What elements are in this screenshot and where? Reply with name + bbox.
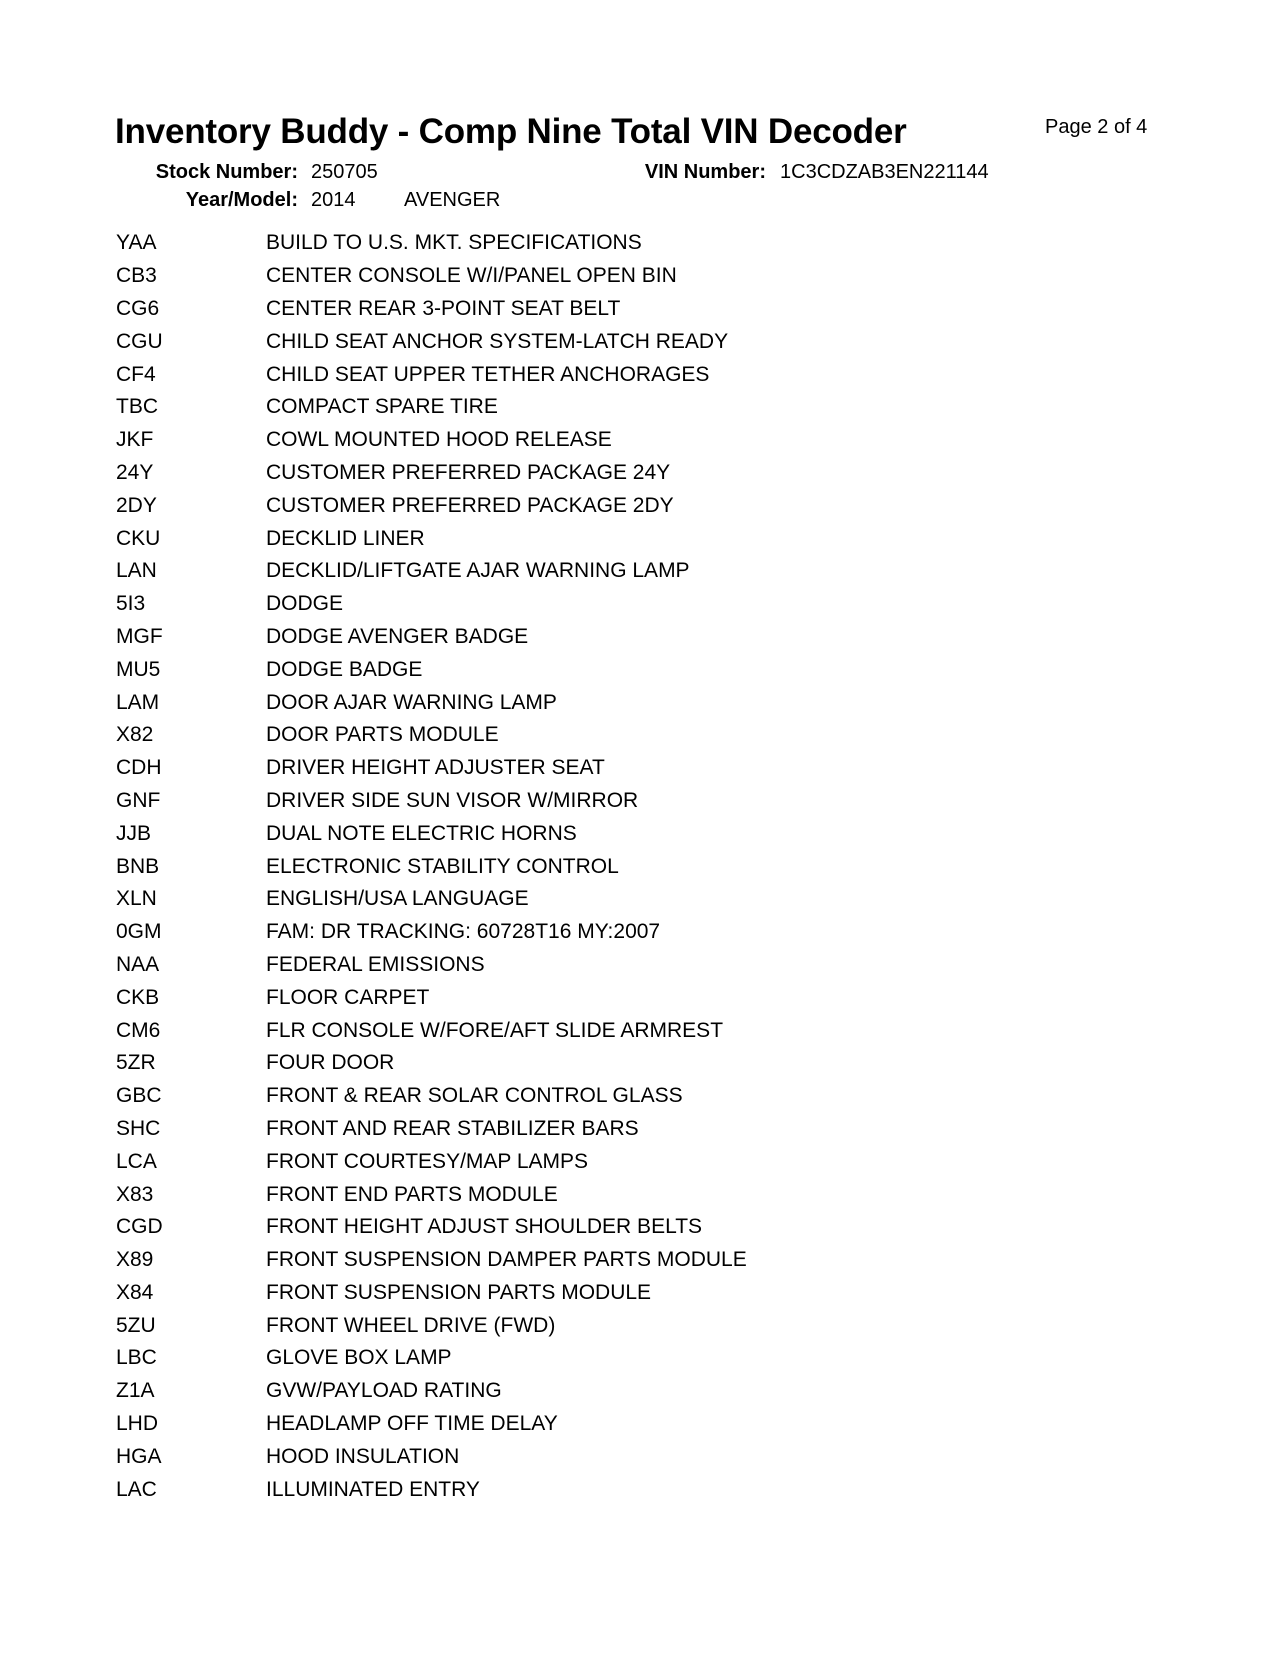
option-row [116,457,747,490]
option-row [116,883,747,916]
option-description: HEADLAMP OFF TIME DELAY [266,1412,558,1436]
option-row [116,588,747,621]
option-code: LAM [116,690,160,714]
option-row [116,817,747,850]
option-description: DRIVER SIDE SUN VISOR W/MIRROR [266,788,639,812]
option-code: CG6 [116,296,160,320]
page-indicator: Page 2 of 4 [1045,116,1148,138]
option-description: FRONT SUSPENSION PARTS MODULE [266,1280,652,1304]
option-row [116,1047,747,1080]
option-description: CENTER REAR 3-POINT SEAT BELT [266,296,621,320]
option-description: DUAL NOTE ELECTRIC HORNS [266,821,577,845]
option-code: HGA [116,1444,162,1468]
stock-number-value: 250705 [311,161,378,183]
option-code: LBC [116,1346,157,1370]
option-row [116,1277,747,1310]
option-description: FRONT AND REAR STABILIZER BARS [266,1116,639,1140]
option-description: HOOD INSULATION [266,1444,460,1468]
option-code: X89 [116,1248,154,1272]
year-model-label: Year/Model: [185,189,298,211]
option-description: DODGE AVENGER BADGE [266,624,529,648]
option-row [116,260,747,293]
option-code: 0GM [116,920,162,944]
option-description: COWL MOUNTED HOOD RELEASE [266,428,612,452]
model-value: AVENGER [404,189,501,211]
option-code: SHC [116,1116,161,1140]
option-code: CDH [116,756,162,780]
option-description: DOOR PARTS MODULE [266,723,499,747]
option-code: XLN [116,887,157,911]
option-code: X84 [116,1280,154,1304]
option-row [116,1211,747,1244]
option-row [116,752,747,785]
option-row [116,1473,747,1506]
option-row [116,686,747,719]
option-description: FLOOR CARPET [266,985,430,1009]
option-code: X82 [116,723,154,747]
option-row [116,1375,747,1408]
option-code: 24Y [116,460,154,484]
vin-number-label: VIN Number: [644,161,766,183]
option-row [116,949,747,982]
option-row [116,1408,747,1441]
option-row [116,227,747,260]
option-code: MU5 [116,657,161,681]
option-row [116,489,747,522]
option-description: GVW/PAYLOAD RATING [266,1379,502,1403]
option-code: YAA [116,231,157,255]
option-row [116,1080,747,1113]
option-description: DOOR AJAR WARNING LAMP [266,690,557,714]
option-description: ELECTRONIC STABILITY CONTROL [266,854,619,878]
option-row [116,981,747,1014]
option-description: FRONT HEIGHT ADJUST SHOULDER BELTS [266,1215,703,1239]
option-row [116,1440,747,1473]
option-code: GBC [116,1084,162,1108]
option-description: CUSTOMER PREFERRED PACKAGE 24Y [266,460,671,484]
option-description: ILLUMINATED ENTRY [266,1477,480,1501]
option-description: DECKLID LINER [266,526,425,550]
option-row [116,293,747,326]
option-code: TBC [116,395,158,419]
option-row [116,1178,747,1211]
option-code: JKF [116,428,154,452]
option-description: FRONT SUSPENSION DAMPER PARTS MODULE [266,1248,747,1272]
option-code: 5ZU [116,1313,156,1337]
option-description: ENGLISH/USA LANGUAGE [266,887,529,911]
option-row [116,1342,747,1375]
option-row [116,358,747,391]
option-row [116,653,747,686]
option-code: CGU [116,329,163,353]
option-code: BNB [116,854,160,878]
option-code: MGF [116,624,163,648]
option-code: CKB [116,985,160,1009]
option-code: CKU [116,526,161,550]
option-code: CB3 [116,264,157,288]
option-description: GLOVE BOX LAMP [266,1346,452,1370]
option-code: 5ZR [116,1051,156,1075]
option-description: FRONT WHEEL DRIVE (FWD) [266,1313,556,1337]
option-row [116,391,747,424]
option-description: CHILD SEAT ANCHOR SYSTEM-LATCH READY [266,329,729,353]
option-code: NAA [116,952,160,976]
option-row [116,1309,747,1342]
option-row [116,1244,747,1277]
option-description: FOUR DOOR [266,1051,395,1075]
option-description: FRONT COURTESY/MAP LAMPS [266,1149,589,1173]
option-row [116,522,747,555]
option-code: LCA [116,1149,157,1173]
option-description: FLR CONSOLE W/FORE/AFT SLIDE ARMREST [266,1018,724,1042]
option-description: DODGE BADGE [266,657,423,681]
option-code: CM6 [116,1018,161,1042]
option-description: FAM: DR TRACKING: 60728T16 MY:2007 [266,920,661,944]
option-description: CENTER CONSOLE W/I/PANEL OPEN BIN [266,264,677,288]
option-row [116,1145,747,1178]
option-description: CUSTOMER PREFERRED PACKAGE 2DY [266,493,674,517]
option-code: JJB [116,821,152,845]
option-code: Z1A [116,1379,155,1403]
option-row [116,785,747,818]
option-code: 2DY [116,493,157,517]
option-description: FRONT & REAR SOLAR CONTROL GLASS [266,1084,683,1108]
option-code: 5I3 [116,592,146,616]
option-row [116,916,747,949]
option-row [116,719,747,752]
option-description: FRONT END PARTS MODULE [266,1182,558,1206]
option-description: COMPACT SPARE TIRE [266,395,498,419]
option-description: DECKLID/LIFTGATE AJAR WARNING LAMP [266,559,690,583]
option-row [116,850,747,883]
stock-number-label: Stock Number: [155,161,298,183]
vin-number-value: 1C3CDZAB3EN221144 [780,161,989,183]
option-description: FEDERAL EMISSIONS [266,952,485,976]
option-row [116,1113,747,1146]
option-code: CF4 [116,362,156,386]
option-code: LAN [116,559,157,583]
option-description: DODGE [266,592,344,616]
option-code-list [116,227,747,1506]
option-row [116,621,747,654]
option-row [116,555,747,588]
option-code: LHD [116,1412,159,1436]
option-code: CGD [116,1215,163,1239]
option-description: CHILD SEAT UPPER TETHER ANCHORAGES [266,362,710,386]
option-row [116,424,747,457]
option-description: BUILD TO U.S. MKT. SPECIFICATIONS [266,231,642,255]
option-code: X83 [116,1182,154,1206]
option-row [116,1014,747,1047]
document-title: Inventory Buddy - Comp Nine Total VIN Decoder [115,112,907,151]
option-row [116,325,747,358]
option-code: GNF [116,788,161,812]
option-description: DRIVER HEIGHT ADJUSTER SEAT [266,756,605,780]
option-code: LAC [116,1477,157,1501]
year-value: 2014 [311,189,356,211]
